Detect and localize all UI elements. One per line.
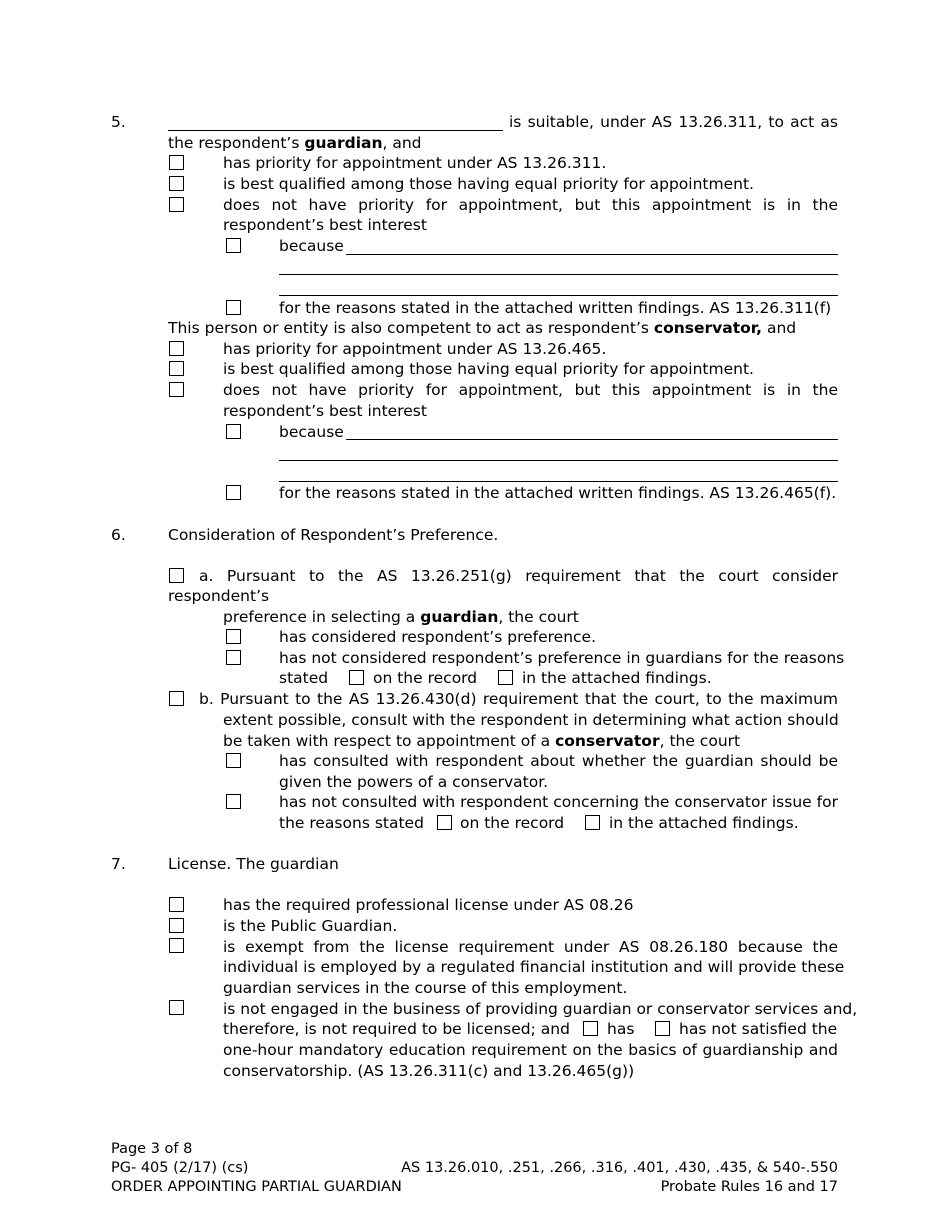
consult-b-text-2: extent possible, consult with the respondent in determining what action should xyxy=(223,711,839,729)
respondent-guardian-line: the respondent’s guardian, and xyxy=(168,134,422,152)
guardian-because-line-3[interactable] xyxy=(279,295,838,296)
section-5-number: 5. xyxy=(111,113,126,131)
preference-on-record-checkbox[interactable] xyxy=(349,670,364,685)
exempt-text-1: is exempt from the license requirement under AS 08.26.180 because the xyxy=(223,938,838,956)
conservator-because-line-2[interactable] xyxy=(279,460,838,461)
preference-a-checkbox[interactable] xyxy=(169,568,184,583)
exempt-text-3: guardian services in the course of this employment. xyxy=(223,979,628,997)
guardian-reasons-text: for the reasons stated in the attached written findings. AS 13.26.311(f) xyxy=(279,299,832,317)
conservator-reasons-checkbox[interactable] xyxy=(226,485,241,500)
conservator-priority-text: has priority for appointment under AS 13.26.465. xyxy=(223,340,607,358)
conservator-best-interest-text: respondent’s best interest xyxy=(223,402,427,420)
not-engaged-checkbox[interactable] xyxy=(169,1000,184,1015)
conservator-competent-line: This person or entity is also competent to act as respondent’s conservator, and xyxy=(168,319,797,337)
conservator-no-priority-checkbox[interactable] xyxy=(169,382,184,397)
consulted-text-2: given the powers of a conservator. xyxy=(279,773,549,791)
section-7-title: License. The guardian xyxy=(168,855,339,873)
exempt-text-2: individual is employed by a regulated financial institution and will provide these xyxy=(223,958,845,976)
consult-b-text-3: be taken with respect to appointment of a conservator, the court xyxy=(223,732,741,750)
guardian-because-label: because xyxy=(279,237,344,255)
not-engaged-text-2: therefore, is not required to be licensed; and xyxy=(223,1020,570,1038)
guardian-priority-checkbox[interactable] xyxy=(169,155,184,170)
footer-probate-rules: Probate Rules 16 and 17 xyxy=(660,1179,838,1195)
conservator-best-qualified-text: is best qualified among those having equal priority for appointment. xyxy=(223,360,754,378)
conservator-because-checkbox[interactable] xyxy=(226,424,241,439)
footer-page-number: Page 3 of 8 xyxy=(111,1141,193,1157)
conservator-best-qualified-checkbox[interactable] xyxy=(169,361,184,376)
consulted-checkbox[interactable] xyxy=(226,753,241,768)
public-guardian-text: is the Public Guardian. xyxy=(223,917,398,935)
conservator-priority-checkbox[interactable] xyxy=(169,341,184,356)
guardian-reasons-checkbox[interactable] xyxy=(226,300,241,315)
section-6-title: Consideration of Respondent’s Preference. xyxy=(168,526,499,544)
consulted-text-1: has consulted with respondent about whether the guardian should be xyxy=(279,752,838,770)
preference-on-record-text: on the record xyxy=(373,669,478,687)
education-has-not-text: has not satisfied the xyxy=(679,1020,838,1038)
preference-considered-checkbox[interactable] xyxy=(226,629,241,644)
guardian-name-blank[interactable] xyxy=(168,130,503,131)
conservator-because-label: because xyxy=(279,423,344,441)
guardian-because-line-2[interactable] xyxy=(279,274,838,275)
guardian-because-line-1[interactable] xyxy=(346,254,838,255)
conservator-no-priority-text: does not have priority for appointment, but this appointment is in the xyxy=(223,381,838,399)
preference-a-text-1: a. Pursuant to the AS 13.26.251(g) requirement that the court consider xyxy=(199,567,838,585)
preference-attached-text: in the attached findings. xyxy=(522,669,712,687)
conservator-because-line-1[interactable] xyxy=(346,439,838,440)
preference-stated-label: stated xyxy=(279,669,329,687)
section-7-number: 7. xyxy=(111,855,126,873)
guardian-best-qualified-text: is best qualified among those having equal priority for appointment. xyxy=(223,175,754,193)
preference-not-considered-text: has not considered respondent’s preference in guardians for the reasons xyxy=(279,649,845,667)
footer-statutes: AS 13.26.010, .251, .266, .316, .401, .430, .435, & 540-.550 xyxy=(401,1160,838,1176)
not-consulted-on-record-checkbox[interactable] xyxy=(437,815,452,830)
education-has-text: has xyxy=(607,1020,635,1038)
guardian-priority-text: has priority for appointment under AS 13.26.311. xyxy=(223,154,607,172)
not-consulted-checkbox[interactable] xyxy=(226,794,241,809)
preference-not-considered-checkbox[interactable] xyxy=(226,650,241,665)
guardian-because-checkbox[interactable] xyxy=(226,238,241,253)
guardian-no-priority-text: does not have priority for appointment, but this appointment is in the xyxy=(223,196,838,214)
not-consulted-text-2: the reasons stated xyxy=(279,814,424,832)
guardian-best-interest-text: respondent’s best interest xyxy=(223,216,427,234)
guardian-best-qualified-checkbox[interactable] xyxy=(169,176,184,191)
public-guardian-checkbox[interactable] xyxy=(169,918,184,933)
footer-form-title: ORDER APPOINTING PARTIAL GUARDIAN xyxy=(111,1179,402,1195)
not-consulted-text-1: has not consulted with respondent concerning the conservator issue for xyxy=(279,793,838,811)
license-text: has the required professional license under AS 08.26 xyxy=(223,896,634,914)
consult-b-text-1: b. Pursuant to the AS 13.26.430(d) requirement that the court, to the maximum xyxy=(199,690,838,708)
preference-considered-text: has considered respondent’s preference. xyxy=(279,628,597,646)
not-consulted-on-record-text: on the record xyxy=(460,814,565,832)
not-engaged-text-3: one-hour mandatory education requirement on the basics of guardianship and xyxy=(223,1041,838,1059)
section-6-number: 6. xyxy=(111,526,126,544)
not-engaged-text-1: is not engaged in the business of providing guardian or conservator services and, xyxy=(223,1000,858,1018)
consult-b-checkbox[interactable] xyxy=(169,691,184,706)
suitable-text: is suitable, under AS 13.26.311, to act as xyxy=(509,113,838,131)
license-checkbox[interactable] xyxy=(169,897,184,912)
education-has-not-checkbox[interactable] xyxy=(655,1021,670,1036)
exempt-checkbox[interactable] xyxy=(169,938,184,953)
conservator-reasons-text: for the reasons stated in the attached written findings. AS 13.26.465(f). xyxy=(279,484,837,502)
preference-a-text-3: preference in selecting a guardian, the court xyxy=(223,608,579,626)
preference-a-text-2: respondent’s xyxy=(168,587,270,605)
not-consulted-attached-checkbox[interactable] xyxy=(585,815,600,830)
guardian-no-priority-checkbox[interactable] xyxy=(169,197,184,212)
not-consulted-attached-text: in the attached findings. xyxy=(609,814,799,832)
footer-form-number: PG- 405 (2/17) (cs) xyxy=(111,1160,249,1176)
education-has-checkbox[interactable] xyxy=(583,1021,598,1036)
conservator-because-line-3[interactable] xyxy=(279,481,838,482)
not-engaged-text-4: conservatorship. (AS 13.26.311(c) and 13.26.465(g)) xyxy=(223,1062,635,1080)
preference-attached-checkbox[interactable] xyxy=(498,670,513,685)
